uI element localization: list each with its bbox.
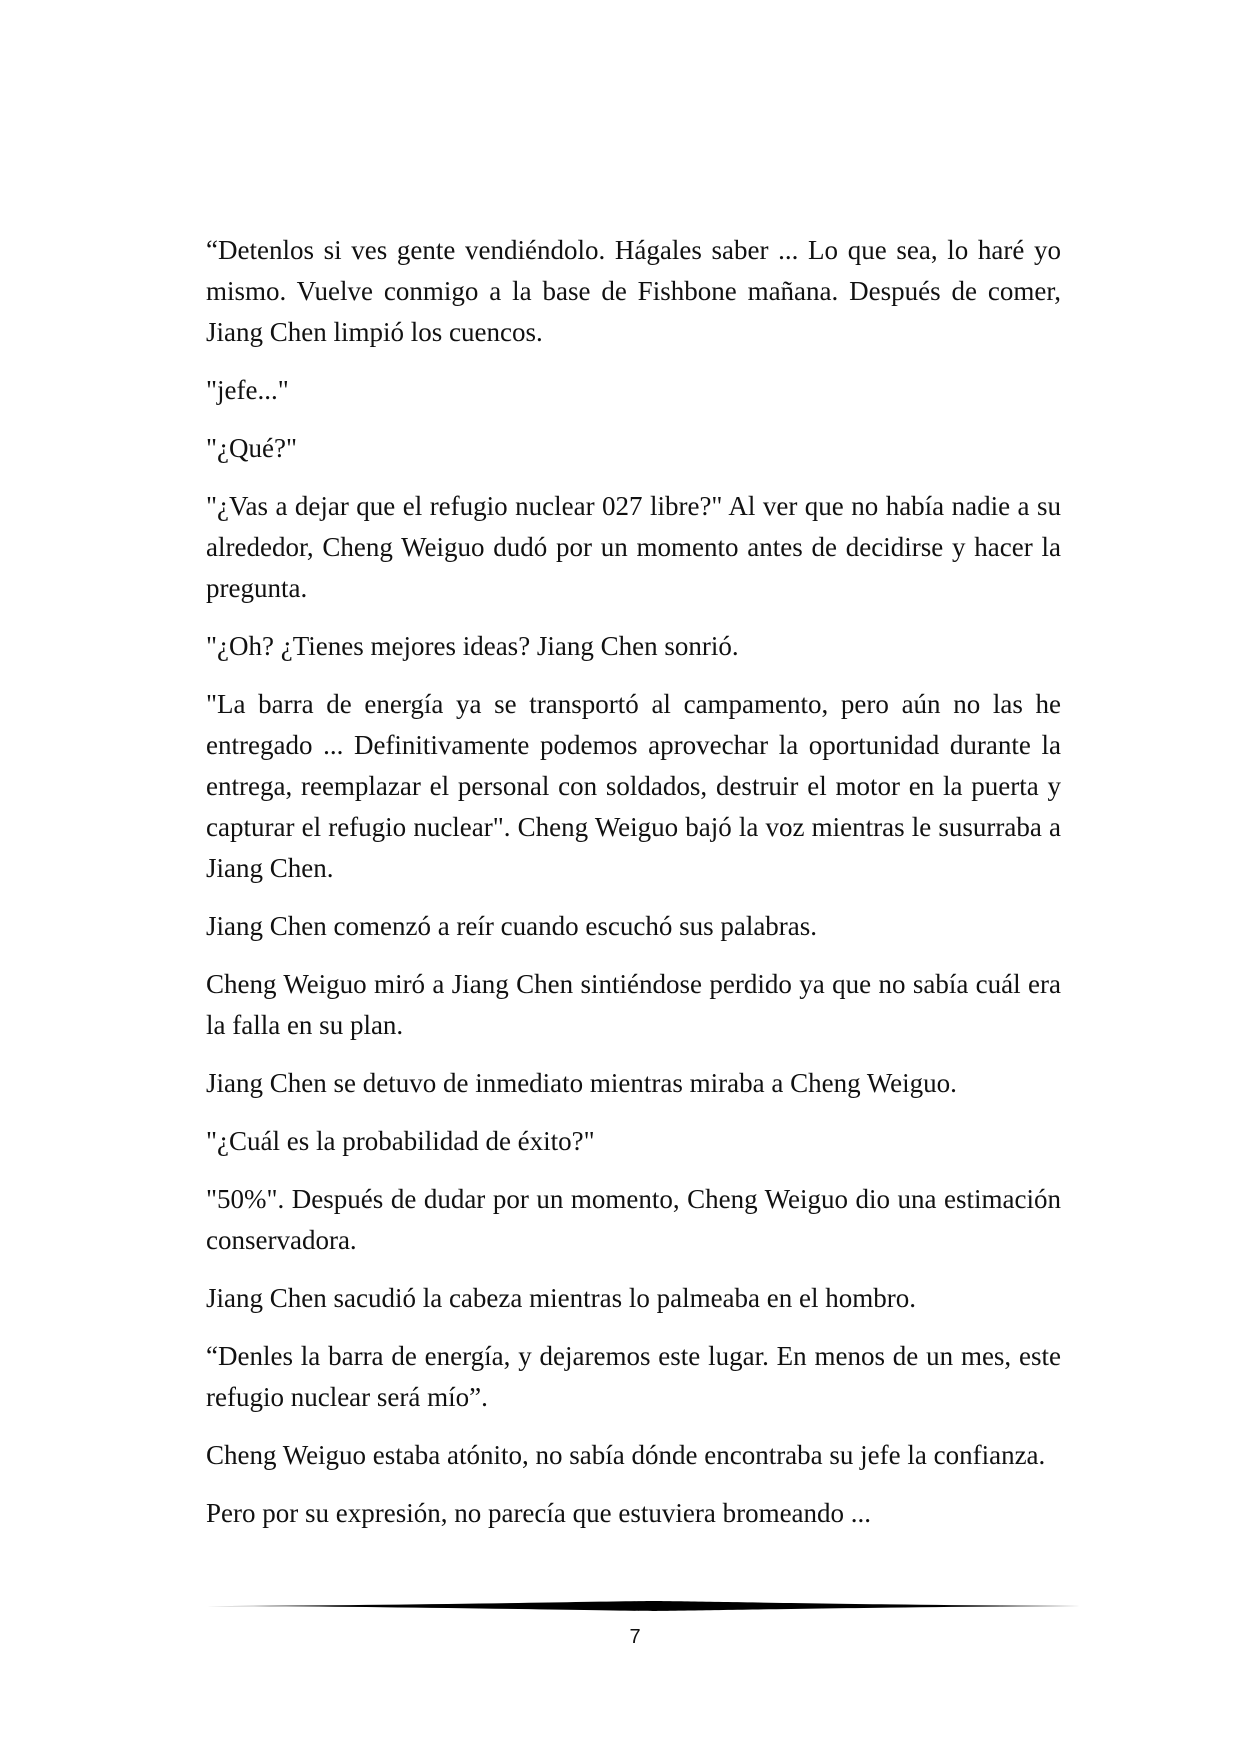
paragraph: Jiang Chen se detuvo de inmediato mientras miraba a Cheng Weiguo. (206, 1068, 957, 1098)
paragraph: "¿Oh? ¿Tienes mejores ideas? Jiang Chen sonrió. (206, 631, 739, 661)
paragraph: Jiang Chen comenzó a reír cuando escuchó sus palabras. (206, 911, 818, 941)
footer-divider (206, 1600, 1102, 1612)
paragraph: "¿Qué?" (206, 433, 297, 463)
paragraph: Cheng Weiguo estaba atónito, no sabía dónde encontraba su jefe la confianza. (206, 1440, 1046, 1470)
paragraph: "jefe..." (206, 375, 289, 405)
paragraph: "¿Cuál es la probabilidad de éxito?" (206, 1126, 595, 1156)
paragraph: Jiang Chen sacudió la cabeza mientras lo palmeaba en el hombro. (206, 1283, 916, 1313)
body-text (206, 230, 1061, 1551)
paragraph: Cheng Weiguo miró a Jiang Chen sintiéndose perdido ya que no sabía cuál era la falla en su plan. (206, 969, 1061, 1040)
paragraph: Pero por su expresión, no parecía que estuviera bromeando ... (206, 1498, 872, 1528)
paragraph: “Detenlos si ves gente vendiéndolo. Hágales saber ... Lo que sea, lo haré yo mismo. Vuelve conmigo a la base de Fishbone mañana. Después de comer, Jiang Chen limpió los cuencos. (206, 235, 1061, 347)
paragraph: "50%". Después de dudar por un momento, Cheng Weiguo dio una estimación conservadora. (206, 1184, 1061, 1255)
paragraph: "La barra de energía ya se transportó al campamento, pero aún no las he entregado ... Definitivamente podemos aprovechar la oportunidad durante la entrega, reemplazar el personal con soldados, destruir el motor en la puerta y capturar el refugio nuclear". Cheng Weiguo bajó la voz mientras le susurraba a Jiang Chen. (206, 689, 1061, 883)
page-number: 7 (629, 1626, 641, 1648)
paragraph: "¿Vas a dejar que el refugio nuclear 027 libre?" Al ver que no había nadie a su alrededor, Cheng Weiguo dudó por un momento antes de decidirse y hacer la pregunta. (206, 491, 1061, 603)
paragraph: “Denles la barra de energía, y dejaremos este lugar. En menos de un mes, este refugio nuclear será mío”. (206, 1341, 1061, 1412)
